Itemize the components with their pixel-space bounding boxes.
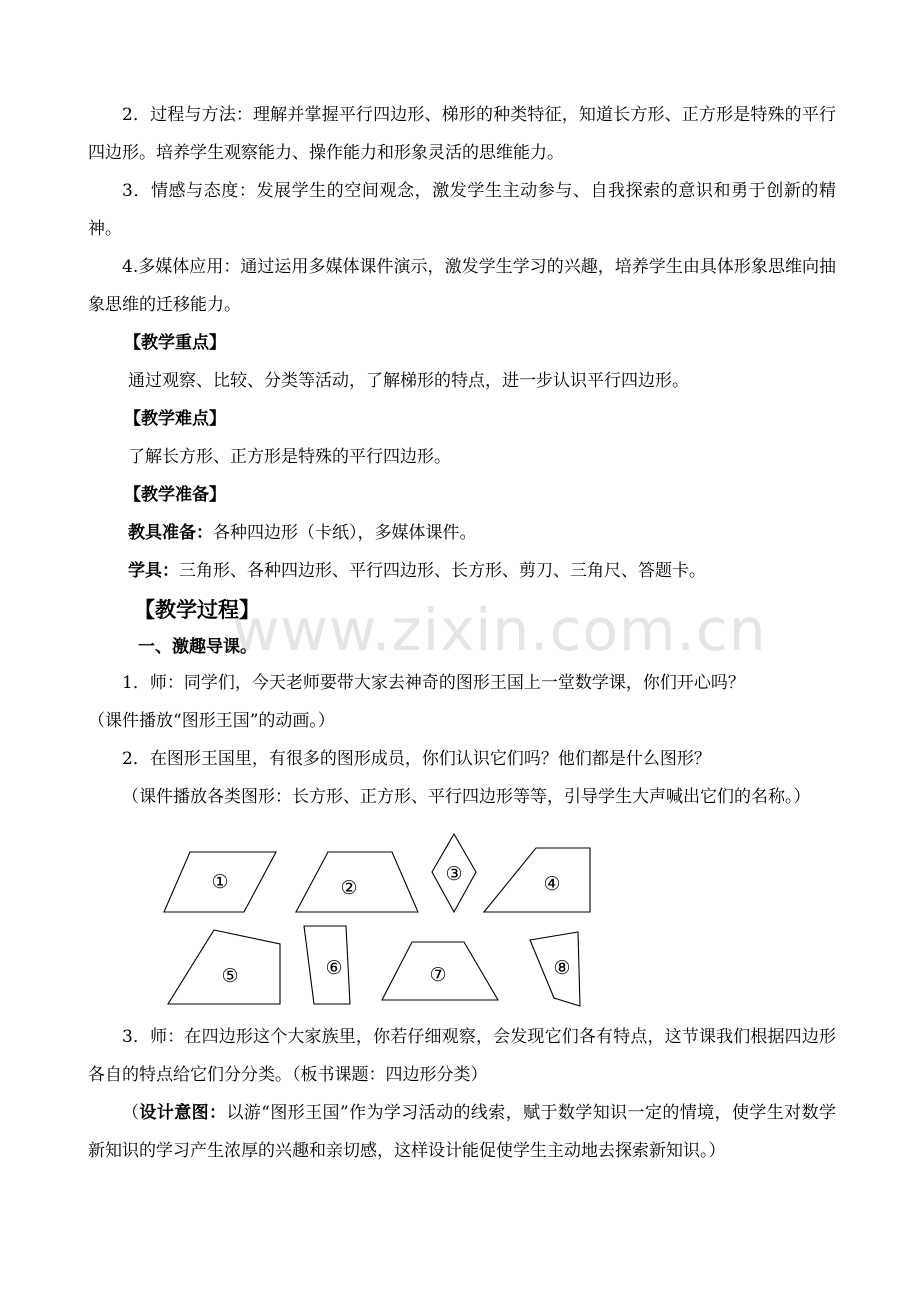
shape-1-label: ①	[211, 871, 229, 893]
shape-6-label: ⑥	[325, 957, 343, 979]
teaching-tools-label: 教具准备：	[128, 523, 213, 543]
objective-2: 2．过程与方法：理解并掌握平行四边形、梯形的种类特征，知道长方形、正方形是特殊的平行四边形。培养学生观察能力、操作能力和形象灵活的思维能力。	[88, 105, 836, 163]
shape-8-label: ⑧	[553, 957, 571, 979]
shape-7-label: ⑦	[429, 964, 447, 986]
teaching-tools-text: 各种四边形（卡纸），多媒体课件。	[213, 523, 477, 543]
process-heading: 【教学过程】	[134, 597, 260, 622]
watermark: www.zixin.com.cn	[232, 596, 767, 664]
difficulties-text: 了解长方形、正方形是特殊的平行四边形。	[128, 447, 451, 467]
document-body	[88, 96, 836, 816]
objective-4: 4.多媒体应用：通过运用多媒体课件演示，激发学生学习的兴趣，培养学生由具体形象思维向抽象思维的迁移能力。	[88, 257, 836, 315]
difficulties-heading: 【教学难点】	[124, 409, 226, 429]
process-line-2-note: （课件播放各类图形：长方形、正方形、平行四边形等等，引导学生大声喊出它们的名称。）	[122, 787, 811, 807]
quadrilaterals-figure	[150, 828, 600, 1010]
preparation-heading: 【教学准备】	[124, 485, 226, 505]
document-body-lower	[88, 1018, 836, 1170]
shape-4-right-trapezoid	[484, 848, 590, 912]
design-intent-label: 设计意图：	[139, 1103, 227, 1123]
shape-3-label: ③	[445, 863, 463, 885]
student-tools-label: 学具：	[128, 561, 179, 581]
process-line-1: 1．师：同学们，今天老师要带大家去神奇的图形王国上一堂数学课，你们开心吗？	[122, 673, 745, 693]
teaching-tools-line	[88, 514, 836, 552]
shape-2-label: ②	[340, 877, 358, 899]
section-1-title: 一、激趣导课。	[138, 637, 257, 657]
student-tools-line	[88, 552, 836, 590]
shape-5-label: ⑤	[221, 965, 239, 987]
process-line-3: 3．师：在四边形这个大家族里，你若仔细观察，会发现它们各有特点，这节课我们根据四边形各自的特点给它们分分类。（板书课题：四边形分类）	[88, 1027, 836, 1085]
design-intent-text: 以游“图形王国”作为学习活动的线索，赋于数学知识一定的情境，使学生对数学新知识的学习产生浓厚的兴趣和亲切感，这样设计能促使学生主动地去探索新知识。）	[88, 1103, 836, 1161]
design-intent: （设计意图：以游“图形王国”作为学习活动的线索，赋于数学知识一定的情境，使学生对数学新知识的学习产生浓厚的兴趣和亲切感，这样设计能促使学生主动地去探索新知识。）	[88, 1103, 836, 1161]
shape-4-label: ④	[543, 873, 561, 895]
process-line-2: 2．在图形王国里，有很多的图形成员，你们认识它们吗？他们都是什么图形？	[122, 749, 711, 769]
key-points-text: 通过观察、比较、分类等活动，了解梯形的特点，进一步认识平行四边形。	[128, 371, 689, 391]
objective-3: 3．情感与态度：发展学生的空间观念，激发学生主动参与、自我探索的意识和勇于创新的精神。	[88, 181, 836, 239]
process-line-1-note: （课件播放“图形王国”的动画。）	[88, 711, 335, 731]
student-tools-text: 三角形、各种四边形、平行四边形、长方形、剪刀、三角尺、答题卡。	[179, 561, 706, 581]
key-points-heading: 【教学重点】	[124, 333, 226, 353]
